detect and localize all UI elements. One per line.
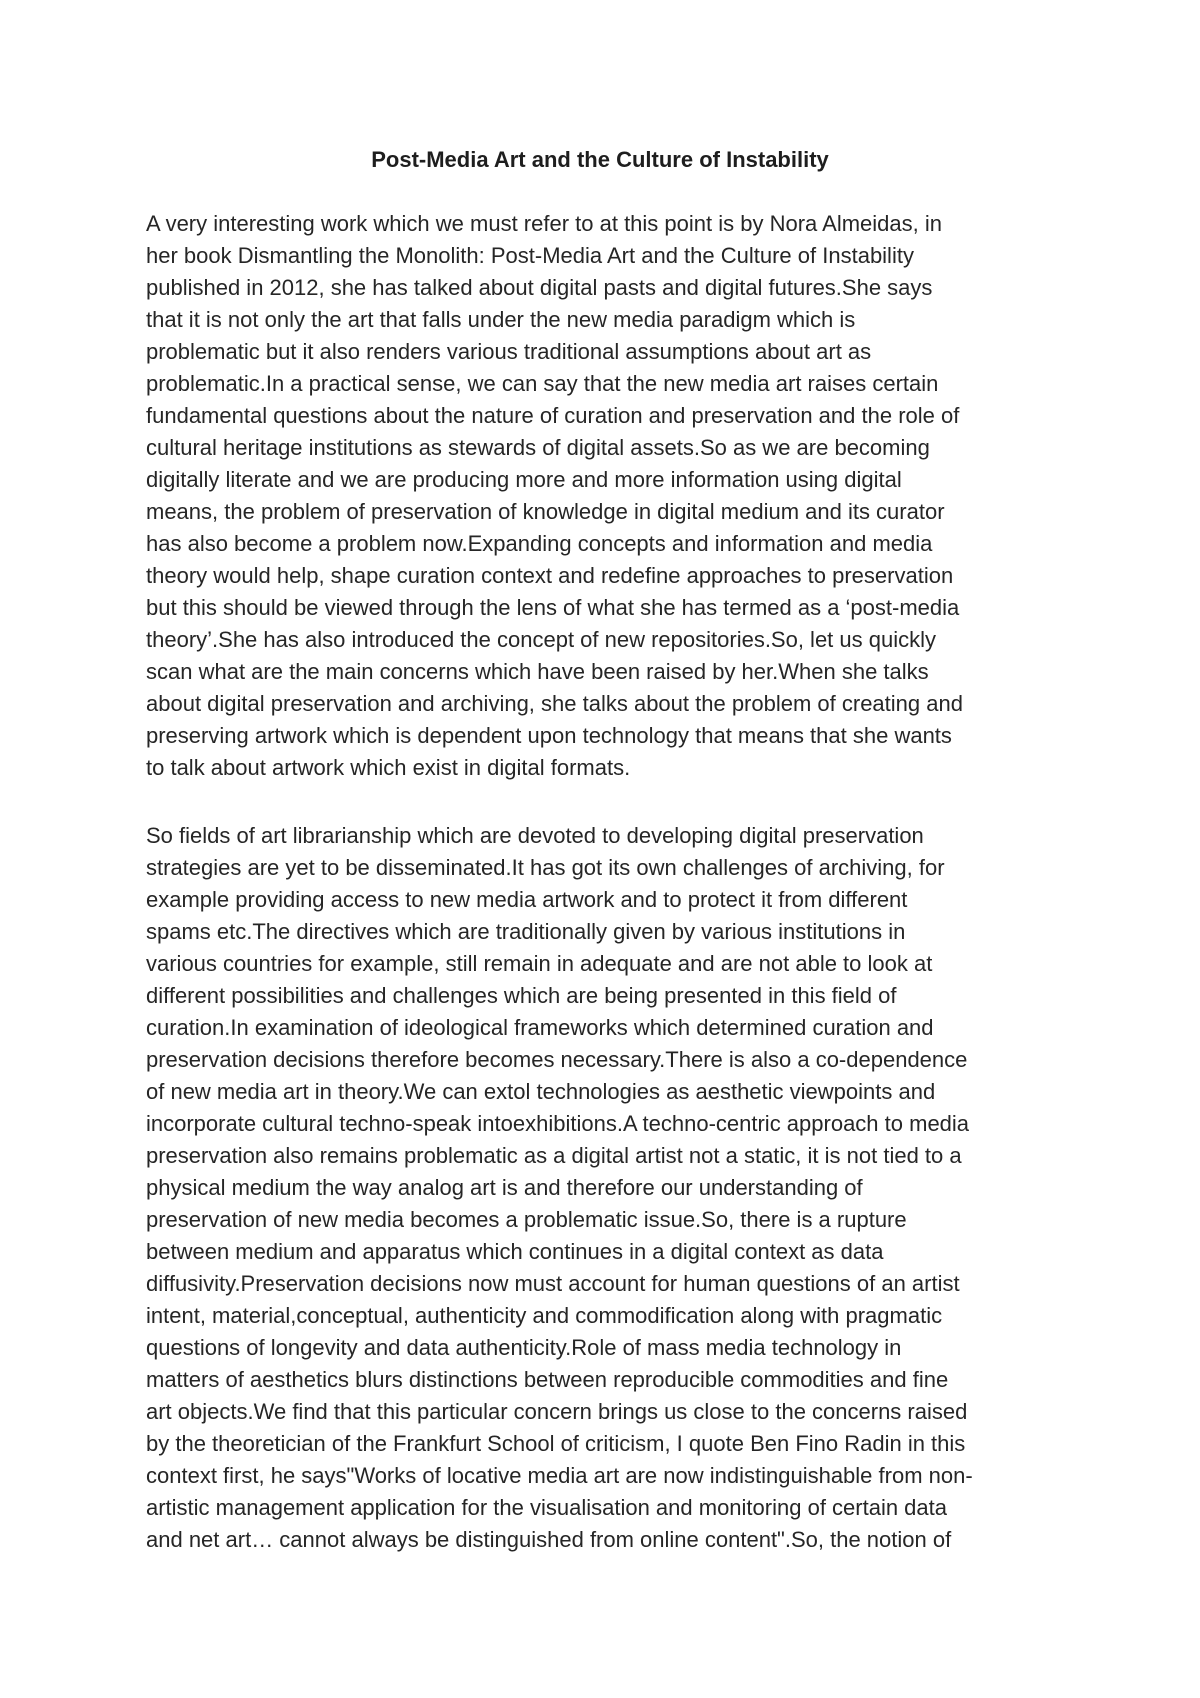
text-line: problematic but it also renders various traditional assumptions about art as bbox=[146, 339, 872, 364]
text-line: example providing access to new media artwork and to protect it from different bbox=[146, 887, 908, 912]
text-line: and net art… cannot always be distinguished from online content".So, the notion of bbox=[146, 1527, 952, 1552]
text-line: different possibilities and challenges which are being presented in this field of bbox=[146, 983, 897, 1008]
paragraph-1 bbox=[146, 208, 1066, 784]
text-line: matters of aesthetics blurs distinctions between reproducible commodities and fine bbox=[146, 1367, 949, 1392]
text-line: theory’.She has also introduced the concept of new repositories.So, let us quickly bbox=[146, 627, 937, 652]
text-line: fundamental questions about the nature of curation and preservation and the role of bbox=[146, 403, 960, 428]
text-line: artistic management application for the visualisation and monitoring of certain data bbox=[146, 1495, 948, 1520]
text-line: her book Dismantling the Monolith: Post-Media Art and the Culture of Instability bbox=[146, 243, 914, 268]
text-line: about digital preservation and archiving, she talks about the problem of creating and bbox=[146, 691, 963, 716]
text-line: means, the problem of preservation of knowledge in digital medium and its curator bbox=[146, 499, 945, 524]
text-line: scan what are the main concerns which have been raised by her.When she talks bbox=[146, 659, 929, 684]
text-line: questions of longevity and data authenticity.Role of mass media technology in bbox=[146, 1335, 902, 1360]
text-line: has also become a problem now.Expanding concepts and information and media bbox=[146, 531, 933, 556]
text-line: preservation also remains problematic as a digital artist not a static, it is not tied to a bbox=[146, 1143, 962, 1168]
text-line: to talk about artwork which exist in digital formats. bbox=[146, 755, 631, 780]
text-line: by the theoretician of the Frankfurt School of criticism, I quote Ben Fino Radin in this bbox=[146, 1431, 966, 1456]
text-line: theory would help, shape curation context and redefine approaches to preservation bbox=[146, 563, 954, 588]
text-line: published in 2012, she has talked about digital pasts and digital futures.She says bbox=[146, 275, 933, 300]
text-line: diffusivity.Preservation decisions now must account for human questions of an artist bbox=[146, 1271, 960, 1296]
text-line: that it is not only the art that falls under the new media paradigm which is bbox=[146, 307, 856, 332]
text-line: physical medium the way analog art is and therefore our understanding of bbox=[146, 1175, 863, 1200]
text-line: preservation of new media becomes a problematic issue.So, there is a rupture bbox=[146, 1207, 907, 1232]
text-line: of new media art in theory.We can extol technologies as aesthetic viewpoints and bbox=[146, 1079, 936, 1104]
text-line: So fields of art librarianship which are devoted to developing digital preservation bbox=[146, 823, 924, 848]
text-line: spams etc.The directives which are traditionally given by various institutions in bbox=[146, 919, 906, 944]
text-line: digitally literate and we are producing more and more information using digital bbox=[146, 467, 902, 492]
text-line: between medium and apparatus which continues in a digital context as data bbox=[146, 1239, 884, 1264]
paragraph-2 bbox=[146, 820, 1066, 1556]
text-line: curation.In examination of ideological frameworks which determined curation and bbox=[146, 1015, 934, 1040]
text-line: A very interesting work which we must refer to at this point is by Nora Almeidas, in bbox=[146, 211, 942, 236]
text-line: problematic.In a practical sense, we can say that the new media art raises certain bbox=[146, 371, 939, 396]
text-line: preserving artwork which is dependent upon technology that means that she wants bbox=[146, 723, 952, 748]
text-line: art objects.We find that this particular concern brings us close to the concerns raised bbox=[146, 1399, 968, 1424]
text-line: but this should be viewed through the lens of what she has termed as a ‘post-media bbox=[146, 595, 960, 620]
text-line: incorporate cultural techno-speak intoexhibitions.A techno-centric approach to media bbox=[146, 1111, 970, 1136]
text-line: strategies are yet to be disseminated.It has got its own challenges of archiving, for bbox=[146, 855, 945, 880]
text-line: intent, material,conceptual, authenticity and commodification along with pragmatic bbox=[146, 1303, 943, 1328]
document-title: Post-Media Art and the Culture of Instability bbox=[371, 147, 829, 172]
text-line: various countries for example, still remain in adequate and are not able to look at bbox=[146, 951, 933, 976]
text-line: cultural heritage institutions as stewards of digital assets.So as we are becoming bbox=[146, 435, 930, 460]
text-line: context first, he says"Works of locative media art are now indistinguishable from non- bbox=[146, 1463, 973, 1488]
text-line: preservation decisions therefore becomes necessary.There is also a co-dependence bbox=[146, 1047, 968, 1072]
